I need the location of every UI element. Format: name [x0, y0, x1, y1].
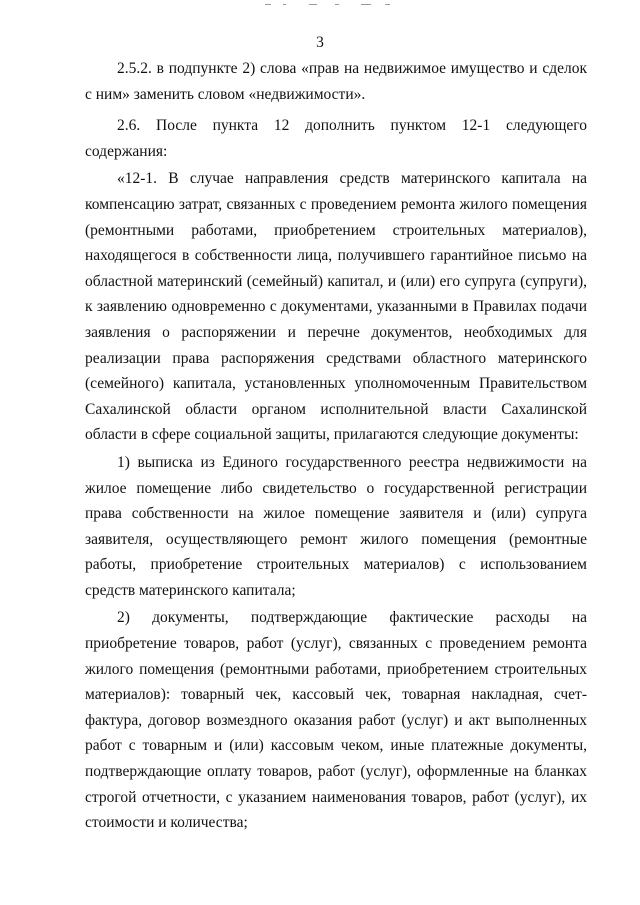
list-item-1: 1) выписка из Единого государственного реестра недвижимости на жилое помещение либо свидетельство о государственной регистрации права собственности на жилое помещение заявителя и (или) супруга заявителя, осуществляющего ремонт жилого помещения (ремонтные работы, приобретение строительных материалов) с использованием средств материнского капитала;	[85, 453, 587, 599]
paragraph-12-1: «12-1. В случае направления средств материнского капитала на компенсацию затрат, связанных с проведением ремонта жилого помещения (ремонтными работами, приобретением строительных материалов), находящегося в собственности лица, получившего гарантийное письмо на областной материнский (семейный) капитал, и (или) его супруга (супруги), к заявлению одновременно с документами, указанными в Правилах подачи заявления о распоряжении и перечне документов, необходимых для реализации права распоряжения средствами областного материнского (семейного) капитала, установленных уполномоченным Правительством Сахалинской области органом исполнительной власти Сахалинской области в сфере социальной защиты, прилагаются следующие документы:	[85, 170, 587, 444]
document-body	[85, 56, 587, 836]
scan-artifact-marks	[265, 4, 395, 8]
paragraph-2-5-2: 2.5.2. в подпункте 2) слова «прав на недвижимое имущество и сделок с ним» заменить словом «недвижимости».	[85, 60, 587, 103]
list-item-2: 2) документы, подтверждающие фактические расходы на приобретение товаров, работ (услуг), связанных с проведением ремонта жилого помещения (ремонтными работами, приобретением строительных материалов): товарный чек, кассовый чек, товарная накладная, счет-фактура, договор возмездного оказания работ (услуг) и акт выполненных работ с товарным и (или) кассовым чеком, иные платежные документы, подтверждающие оплату товаров, работ (услуг), оформленные на бланках строгой отчетности, с указанием наименования товаров, работ (услуг), их стоимости и количества;	[85, 609, 587, 832]
page-number: 3	[316, 34, 324, 51]
paragraph-2-6: 2.6. После пункта 12 дополнить пунктом 12-1 следующего содержания:	[85, 117, 587, 160]
